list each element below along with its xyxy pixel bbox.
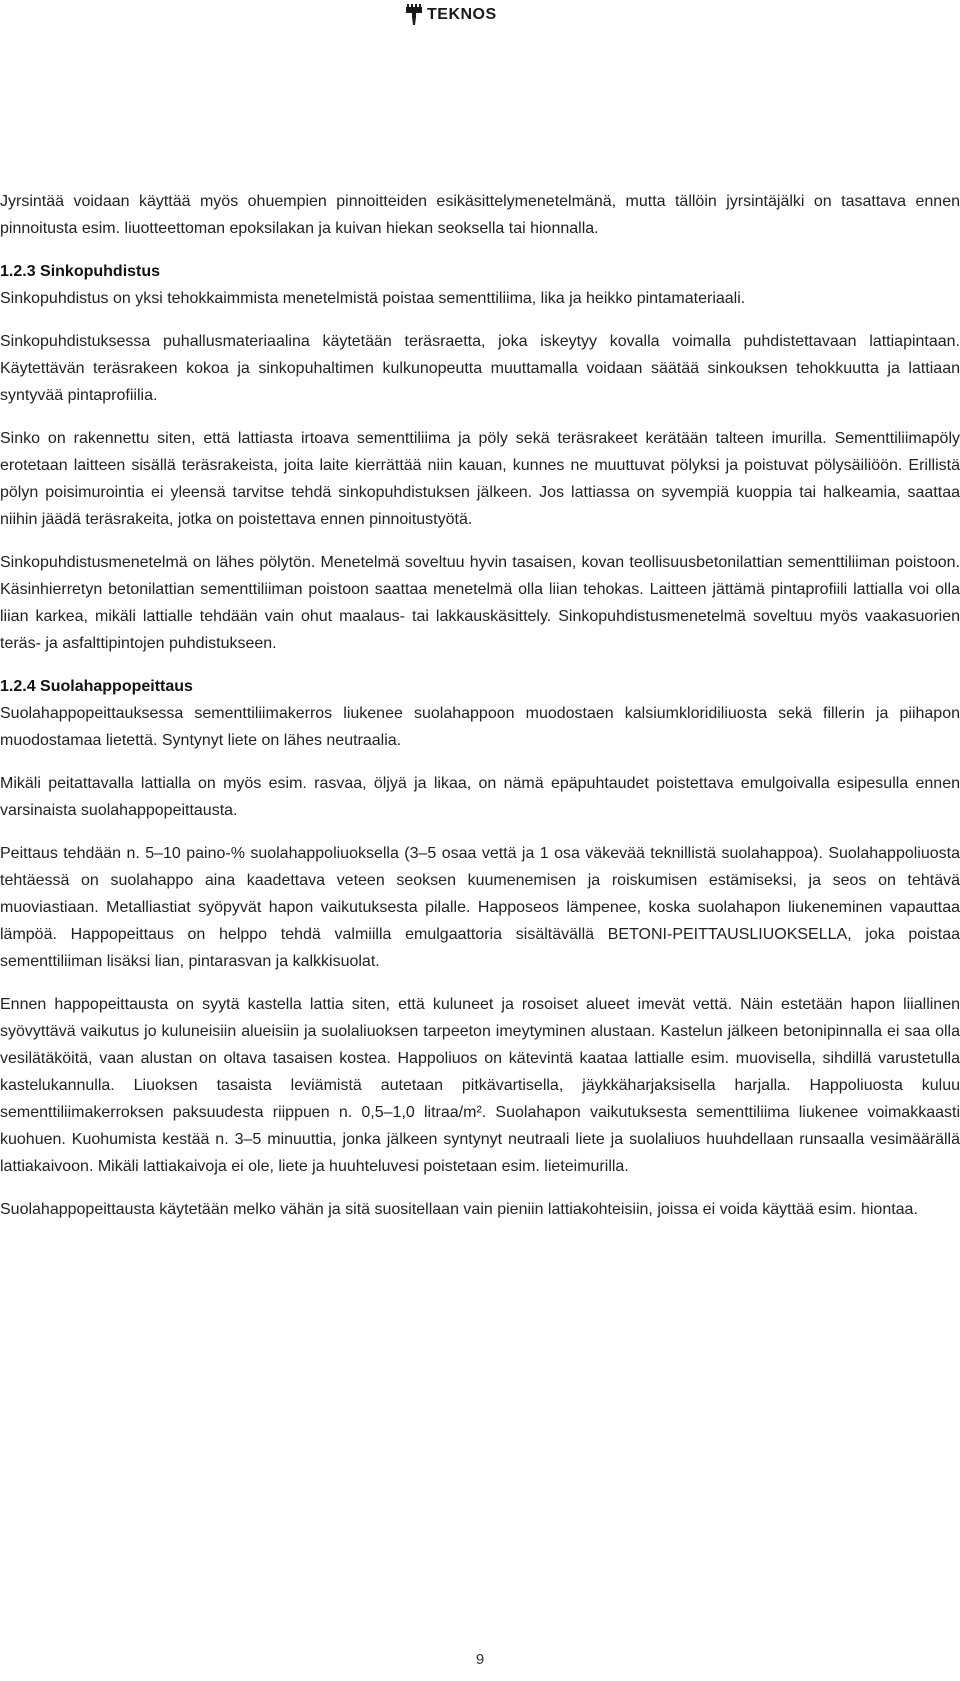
brand-logo [405,2,497,28]
paragraph: Sinko on rakennettu siten, että lattiasta irtoava sementtiliima ja pöly sekä teräsrakeet kerätään talteen imurilla. Sementtiliimapöly erotetaan laitteen sisällä teräsrakeista, joita laite kierrättää niin kauan, kunnes ne muuttuvat pölyksi ja poistuvat pölysäiliöön. Erillistä pölyn poisimurointia ei yleensä tarvitse tehdä sinkopuhdistuksen jälkeen. Jos lattiassa on syvempiä kuoppia tai halkeamia, saattaa niihin jäädä teräsrakeita, jotka on poistettava ennen pinnoitustyötä. [0,430,960,528]
paragraph: Suolahappopeittausta käytetään melko vähän ja sitä suositellaan vain pieniin lattiakohteisiin, joissa ei voida käyttää esim. hiontaa. [0,1201,918,1218]
paragraph: Ennen happopeittausta on syytä kastella lattia siten, että kuluneet ja rosoiset alueet imevät vettä. Näin estetään hapon liiallinen syövyttävä vaikutus jo kuluneisiin alueisiin ja suolaliuoksen tarpeeton imeytyminen alustaan. Kastelun jälkeen betonipinnalla ei saa olla vesilätäköitä, vaan alustan on oltava tasaisen kostea. Happoliuos on kätevintä kaataa lattialle esim. muovisella, sihdillä varustetulla kastelukannulla. Liuoksen tasaista leviämistä autetaan pitkävartisella, jäykkäharjaksisella harjalla. Happoliuosta kuluu sementtiliimakerroksen paksuudesta riippuen n. 0,5–1,0 litraa/m². Suolahapon vaikutuksesta sementtiliima liukenee voimakkaasti kuohuen. Kuohumista kestää n. 3–5 minuuttia, jonka jälkeen syntynyt neutraali liete ja suolaliuos huuhdellaan runsaalla vesimäärällä lattiakaivoon. Mikäli lattiakaivoja ei ole, liete ja huuhteluvesi poistetaan esim. lieteimurilla. [0,996,960,1175]
page-number: 9 [475,1651,485,1668]
paragraph: Sinkopuhdistus on yksi tehokkaimmista menetelmistä poistaa sementtiliima, lika ja heikko pintamateriaali. [0,290,746,307]
paragraph: Suolahappopeittauksessa sementtiliimakerros liukenee suolahappoon muodostaen kalsiumkloridiliuosta sekä fillerin ja piihapon muodostamaa lietettä. Syntynyt liete on lähes neutraalia. [0,705,960,749]
intro-paragraph: Jyrsintää voidaan käyttää myös ohuempien pinnoitteiden esikäsittelymenetelmänä, mutta tällöin jyrsintäjälki on tasattava ennen pinnoitusta esim. liuotteettoman epoksilakan ja kuivan hiekan seoksella tai hionnalla. [0,193,960,237]
section-sinkopuhdistus [0,258,960,657]
paragraph: Sinkopuhdistusmenetelmä on lähes pölytön. Menetelmä soveltuu hyvin tasaisen, kovan teollisuusbetonilattian sementtiliiman poistoon. Käsinhierretyn betonilattian sementtiliiman poistoon saattaa menetelmä olla liian tehokas. Laitteen jättämä pintaprofiili lattialla voi olla liian karkea, mikäli lattialle tehdään vain ohut maalaus- tai lakkauskäsittely. Sinkopuhdistusmenetelmä soveltuu myös vaakasuorien teräs- ja asfalttipintojen puhdistukseen. [0,554,960,652]
document-body [0,188,960,1239]
paragraph: Sinkopuhdistuksessa puhallusmateriaalina käytetään teräsraetta, joka iskeytyy kovalla voimalla puhdistettavaan lattiapintaan. Käytettävän teräsrakeen kokoa ja sinkopuhaltimen kulkunopeutta muuttamalla voidaan säätää sinkouksen tehokkuutta ja lattiaan syntyvää pintaprofiilia. [0,333,960,404]
section-heading: 1.2.3 Sinkopuhdistus [0,263,161,280]
teknos-logo-icon [405,4,423,26]
brand-name: TEKNOS [427,6,497,23]
section-heading: 1.2.4 Suolahappopeittaus [0,678,193,695]
paragraph: Mikäli peitattavalla lattialla on myös esim. rasvaa, öljyä ja likaa, on nämä epäpuhtaudet poistettava emulgoivalla esipesulla ennen varsinaista suolahappopeittausta. [0,775,960,819]
section-suolahappopeittaus [0,673,960,1223]
paragraph: Peittaus tehdään n. 5–10 paino-% suolahappoliuoksella (3–5 osaa vettä ja 1 osa väkevää teknillistä suolahappoa). Suolahappoliuosta tehtäessä on suolahappo aina kaadettava veteen seoksen kuumenemisen ja roiskumisen estämiseksi, ja seos on tehtävä muoviastiaan. Metalliastiat syöpyvät hapon vaikutuksesta pilalle. Happoseos lämpenee, koska suolahapon liukeneminen vapauttaa lämpöä. Happopeittaus on helppo tehdä valmiilla emulgaattoria sisältävällä BETONI-PEITTAUSLIUOKSELLA, joka poistaa sementtiliiman lisäksi lian, pintarasvan ja kalkkisuolat. [0,845,960,970]
page-header [0,0,960,40]
